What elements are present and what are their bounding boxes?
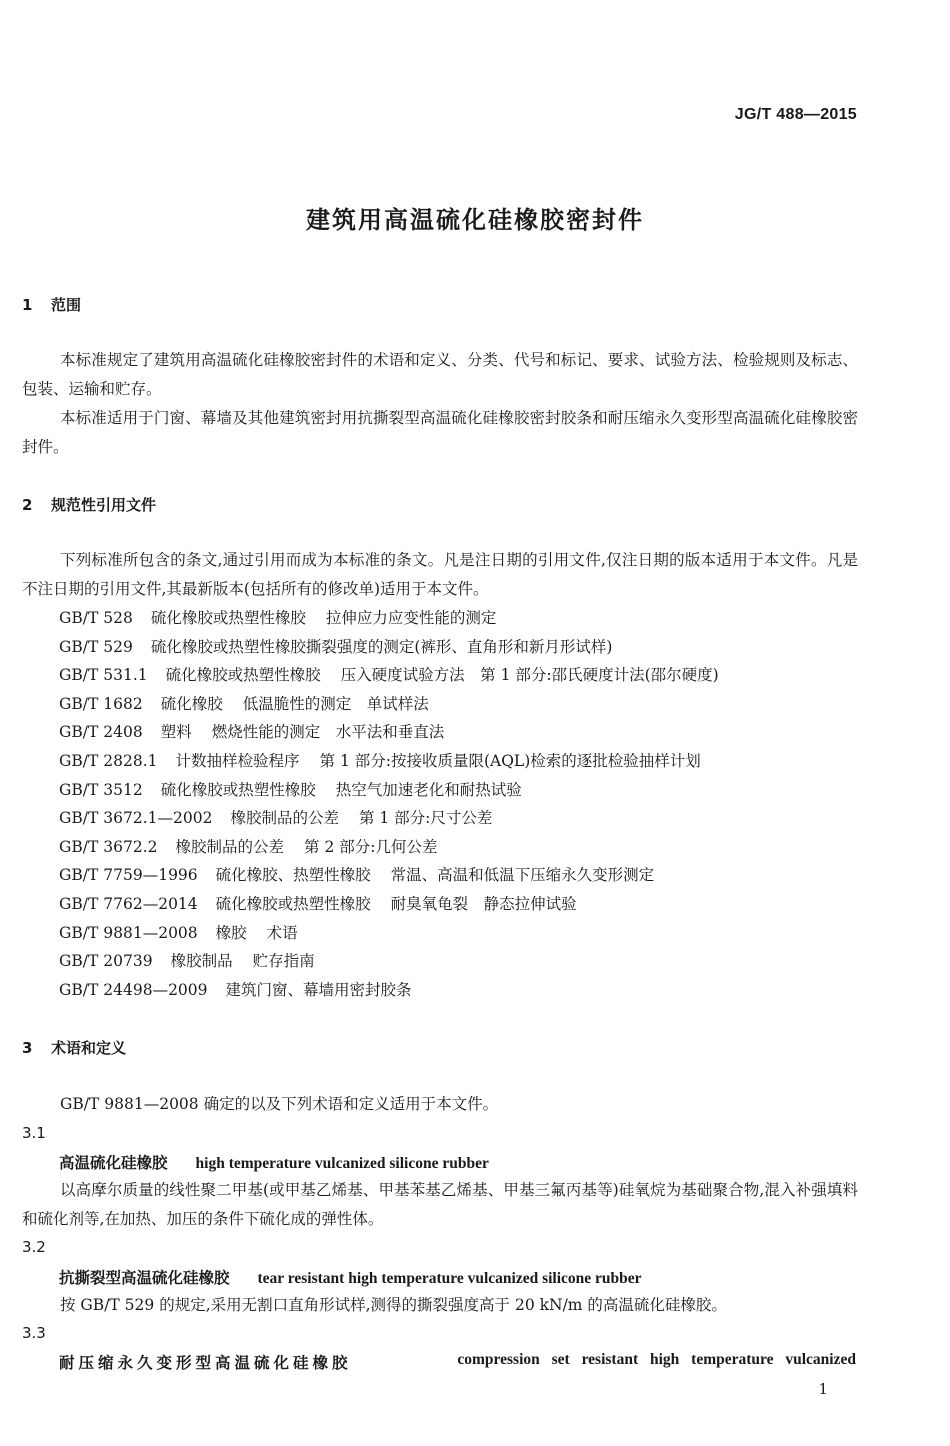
reference-title: 硫化橡胶或热塑性橡胶 bbox=[160, 780, 316, 799]
section-number: 3 bbox=[22, 1039, 33, 1057]
reference-item bbox=[59, 919, 719, 948]
reference-item bbox=[59, 976, 719, 1005]
reference-item bbox=[59, 947, 719, 976]
reference-item bbox=[59, 690, 719, 719]
term-chinese: 抗撕裂型高温硫化硅橡胶 bbox=[59, 1269, 230, 1287]
reference-code: GB/T 3672.2 bbox=[59, 837, 158, 856]
reference-code: GB/T 3672.1—2002 bbox=[59, 809, 213, 828]
reference-code: GB/T 24498—2009 bbox=[59, 980, 208, 999]
reference-title: 硫化橡胶或热塑性橡胶 bbox=[215, 894, 371, 913]
reference-title: 硫化橡胶 bbox=[160, 694, 223, 713]
reference-subtitle: 常温、高温和低温下压缩永久变形测定 bbox=[390, 866, 655, 885]
reference-code: GB/T 3512 bbox=[59, 780, 143, 799]
reference-subtitle: 贮存指南 bbox=[252, 952, 315, 971]
reference-title: 硫化橡胶或热塑性橡胶撕裂强度的测定(裤形、直角形和新月形试样) bbox=[150, 637, 613, 656]
term-chinese: 耐压缩永久变形型高温硫化硅橡胶 bbox=[59, 1354, 352, 1372]
term-entry bbox=[59, 1266, 642, 1288]
normative-reference-list bbox=[59, 604, 719, 1004]
reference-code: GB/T 7762—2014 bbox=[59, 894, 198, 913]
terms-intro-paragraph: GB/T 9881—2008 确定的以及下列术语和定义适用于本文件。 bbox=[60, 1095, 499, 1113]
reference-subtitle: 热空气加速老化和耐热试验 bbox=[335, 780, 522, 799]
normative-intro-paragraph: 下列标准所包含的条文,通过引用而成为本标准的条文。凡是注日期的引用文件,仅注日期的版本适用于本文件。凡是不注日期的引用文件,其最新版本(包括所有的修改单)适用于本文件。 bbox=[22, 551, 858, 598]
term-english: compression set resistant high temperature vulcanized bbox=[457, 1351, 856, 1368]
reference-subtitle: 术语 bbox=[266, 923, 298, 942]
section-number: 1 bbox=[22, 296, 33, 314]
reference-code: GB/T 9881—2008 bbox=[59, 923, 198, 942]
section-heading-terms bbox=[22, 1037, 126, 1058]
clause-number: 3.3 bbox=[22, 1324, 46, 1342]
reference-code: GB/T 1682 bbox=[59, 694, 143, 713]
page-number: 1 bbox=[818, 1380, 828, 1398]
reference-title: 建筑门窗、幕墙用密封胶条 bbox=[225, 980, 412, 999]
reference-title: 塑料 bbox=[160, 723, 192, 742]
term-entry bbox=[59, 1351, 856, 1373]
term-chinese: 高温硫化硅橡胶 bbox=[59, 1154, 168, 1172]
section-title: 术语和定义 bbox=[51, 1039, 127, 1057]
reference-item bbox=[59, 661, 719, 690]
reference-code: GB/T 2408 bbox=[59, 723, 143, 742]
reference-title: 橡胶制品的公差 bbox=[230, 809, 339, 828]
reference-code: GB/T 529 bbox=[59, 637, 133, 656]
section-heading-scope bbox=[22, 294, 81, 315]
reference-item bbox=[59, 633, 719, 662]
reference-subtitle: 压入硬度试验方法 第 1 部分:邵氏硬度计法(邵尔硬度) bbox=[340, 666, 719, 685]
reference-title: 硫化橡胶或热塑性橡胶 bbox=[150, 609, 306, 627]
reference-subtitle: 拉伸应力应变性能的测定 bbox=[325, 609, 497, 627]
term-definition: 以高摩尔质量的线性聚二甲基(或甲基乙烯基、甲基苯基乙烯基、甲基三氟丙基等)硅氧烷为基础聚合物,混入补强填料和硫化剂等,在加热、加压的条件下硫化成的弹性体。 bbox=[22, 1181, 858, 1228]
reference-subtitle: 第 1 部分:尺寸公差 bbox=[358, 809, 493, 828]
reference-code: GB/T 2828.1 bbox=[59, 751, 158, 770]
reference-item bbox=[59, 861, 719, 890]
section-number: 2 bbox=[22, 496, 33, 514]
section-heading-normative-references bbox=[22, 494, 156, 515]
scope-paragraph-1: 本标准规定了建筑用高温硫化硅橡胶密封件的术语和定义、分类、代号和标记、要求、试验方法、检验规则及标志、包装、运输和贮存。 bbox=[22, 351, 858, 398]
reference-item bbox=[59, 604, 719, 633]
reference-code: GB/T 531.1 bbox=[59, 666, 148, 685]
reference-item bbox=[59, 776, 719, 805]
section-title: 规范性引用文件 bbox=[51, 496, 157, 514]
clause-number: 3.1 bbox=[22, 1124, 46, 1142]
reference-title: 橡胶制品 bbox=[170, 952, 233, 971]
reference-subtitle: 低温脆性的测定 单试样法 bbox=[242, 694, 429, 713]
term-definition: 按 GB/T 529 的规定,采用无割口直角形试样,测得的撕裂强度高于 20 kN/m 的高温硫化硅橡胶。 bbox=[60, 1296, 727, 1314]
reference-code: GB/T 528 bbox=[59, 609, 133, 627]
reference-title: 硫化橡胶或热塑性橡胶 bbox=[165, 666, 321, 685]
scope-paragraph-2: 本标准适用于门窗、幕墙及其他建筑密封用抗撕裂型高温硫化硅橡胶密封胶条和耐压缩永久变形型高温硫化硅橡胶密封件。 bbox=[22, 409, 858, 456]
section-title: 范围 bbox=[51, 296, 82, 314]
reference-title: 橡胶 bbox=[215, 923, 247, 942]
standard-code: JG/T 488—2015 bbox=[734, 106, 857, 123]
term-english: high temperature vulcanized silicone rubber bbox=[195, 1155, 489, 1172]
reference-subtitle: 第 2 部分:几何公差 bbox=[304, 837, 438, 856]
reference-subtitle: 耐臭氧龟裂 静态拉伸试验 bbox=[390, 894, 577, 913]
reference-code: GB/T 7759—1996 bbox=[59, 866, 198, 885]
reference-title: 计数抽样检验程序 bbox=[175, 751, 300, 770]
reference-title: 硫化橡胶、热塑性橡胶 bbox=[215, 866, 371, 885]
reference-subtitle: 燃烧性能的测定 水平法和垂直法 bbox=[211, 723, 445, 742]
document-title: 建筑用高温硫化硅橡胶密封件 bbox=[306, 206, 644, 234]
reference-item bbox=[59, 718, 719, 747]
reference-title: 橡胶制品的公差 bbox=[175, 837, 285, 856]
reference-item bbox=[59, 747, 719, 776]
reference-item bbox=[59, 833, 719, 862]
term-english: tear resistant high temperature vulcanized silicone rubber bbox=[257, 1270, 642, 1287]
reference-item bbox=[59, 804, 719, 833]
reference-item bbox=[59, 890, 719, 919]
term-entry bbox=[59, 1151, 489, 1173]
reference-code: GB/T 20739 bbox=[59, 952, 153, 971]
clause-number: 3.2 bbox=[22, 1238, 46, 1256]
reference-subtitle: 第 1 部分:按接收质量限(AQL)检索的逐批检验抽样计划 bbox=[319, 751, 701, 770]
